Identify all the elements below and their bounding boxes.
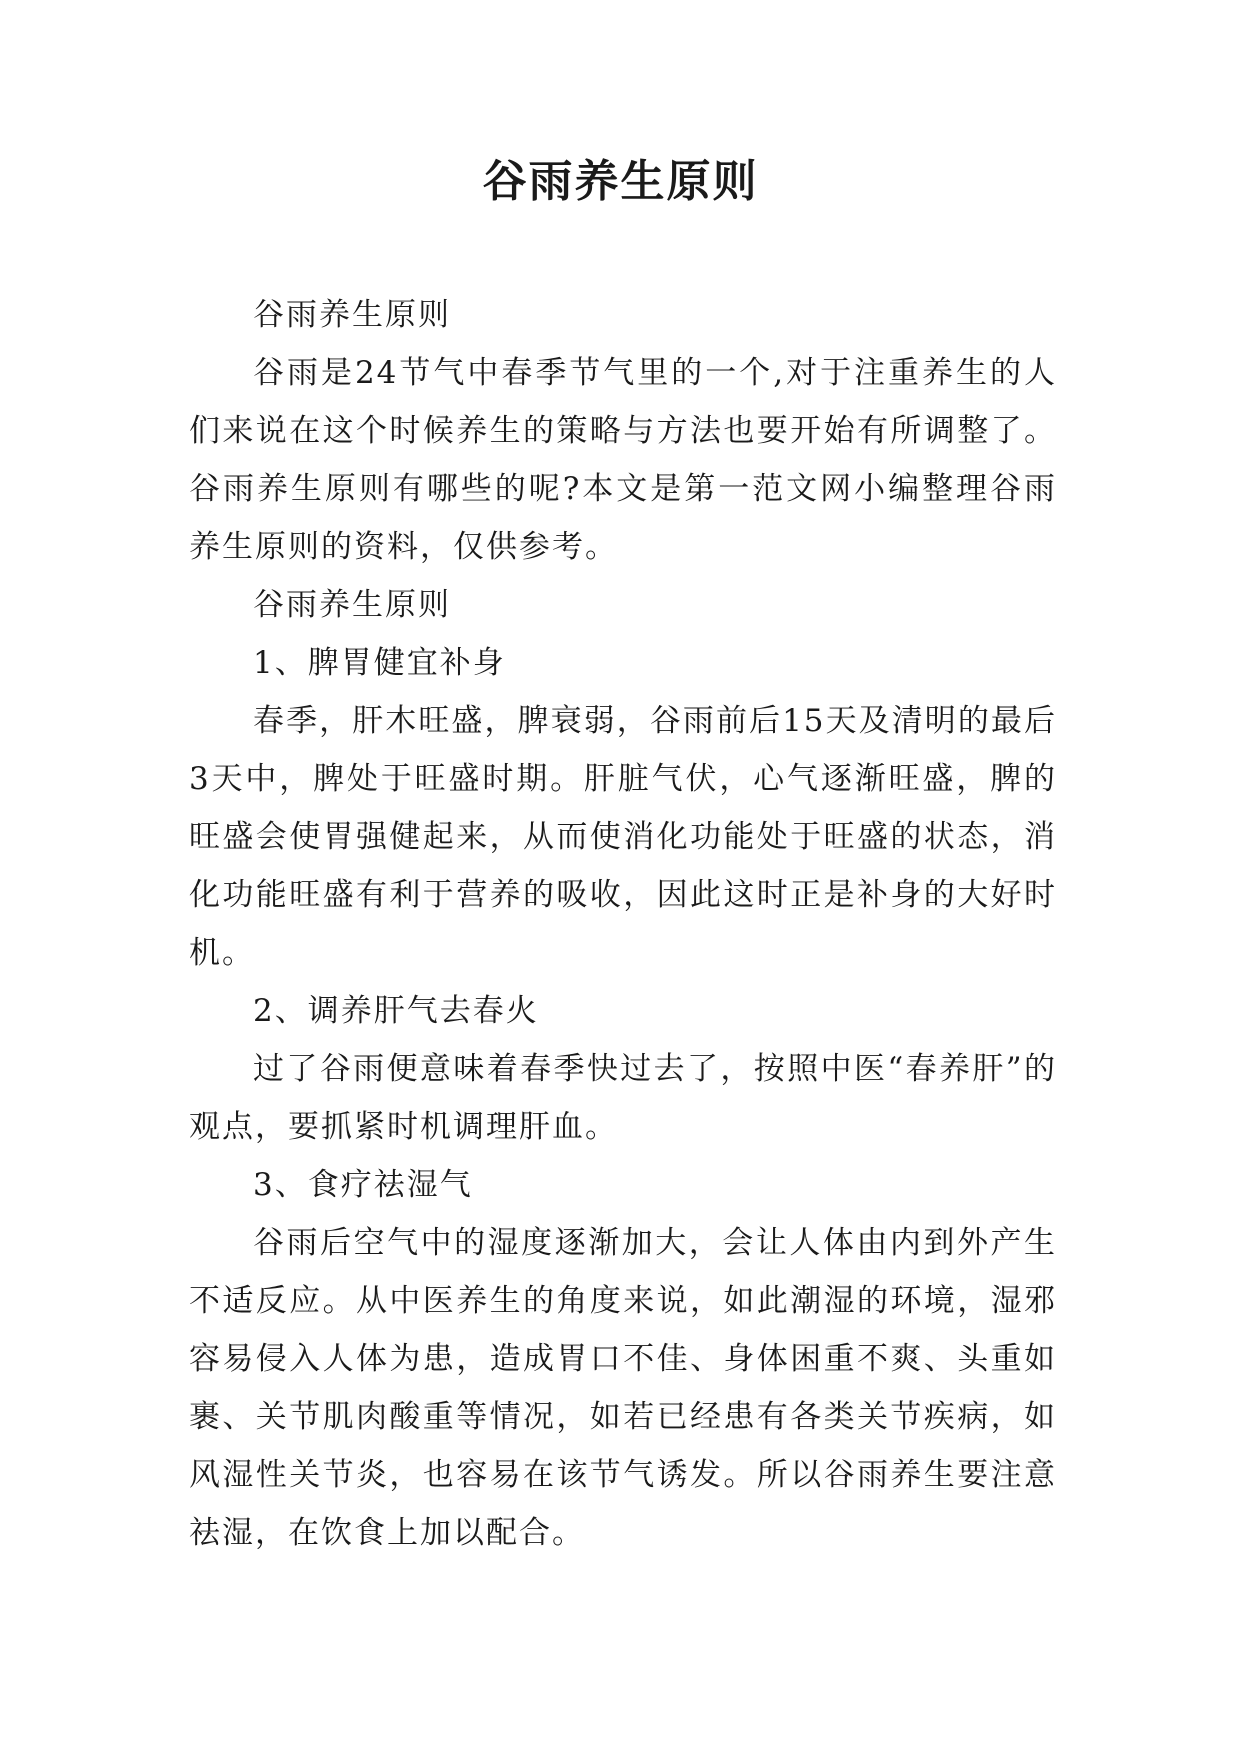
section-heading-1: 1、脾胃健宜补身 (253, 645, 506, 681)
section-heading-3: 3、食疗祛湿气 (253, 1167, 473, 1203)
section-body-3: 谷雨后空气中的湿度逐渐加大，会让人体由内到外产生不适反应。从中医养生的角度来说，如此潮湿的环境，湿邪容易侵入人体为患，造成胃口不佳、身体困重不爽、头重如裹、关节肌肉酸重等情况，如若已经患有各类关节疾病，如风湿性关节炎，也容易在该节气诱发。所以谷雨养生要注意祛湿，在饮食上加以配合。 (189, 1225, 1057, 1551)
paragraph-heading: 谷雨养生原则 (253, 297, 451, 333)
section-body-2: 过了谷雨便意味着春季快过去了，按照中医“春养肝”的观点，要抓紧时机调理肝血。 (189, 1051, 1057, 1145)
section-heading-2: 2、调养肝气去春火 (253, 993, 539, 1029)
paragraph-intro: 谷雨是24节气中春季节气里的一个,对于注重养生的人们来说在这个时候养生的策略与方法也要开始有所调整了。谷雨养生原则有哪些的呢?本文是第一范文网小编整理谷雨养生原则的资料，仅供参考。 (189, 355, 1057, 565)
section-body-1: 春季，肝木旺盛，脾衰弱，谷雨前后15天及清明的最后3天中，脾处于旺盛时期。肝脏气伏，心气逐渐旺盛，脾的旺盛会使胃强健起来，从而使消化功能处于旺盛的状态，消化功能旺盛有利于营养的吸收，因此这时正是补身的大好时机。 (189, 703, 1057, 971)
document-title: 谷雨养生原则 (482, 156, 759, 207)
document-body (189, 286, 1057, 1562)
paragraph-subheading: 谷雨养生原则 (253, 587, 451, 623)
